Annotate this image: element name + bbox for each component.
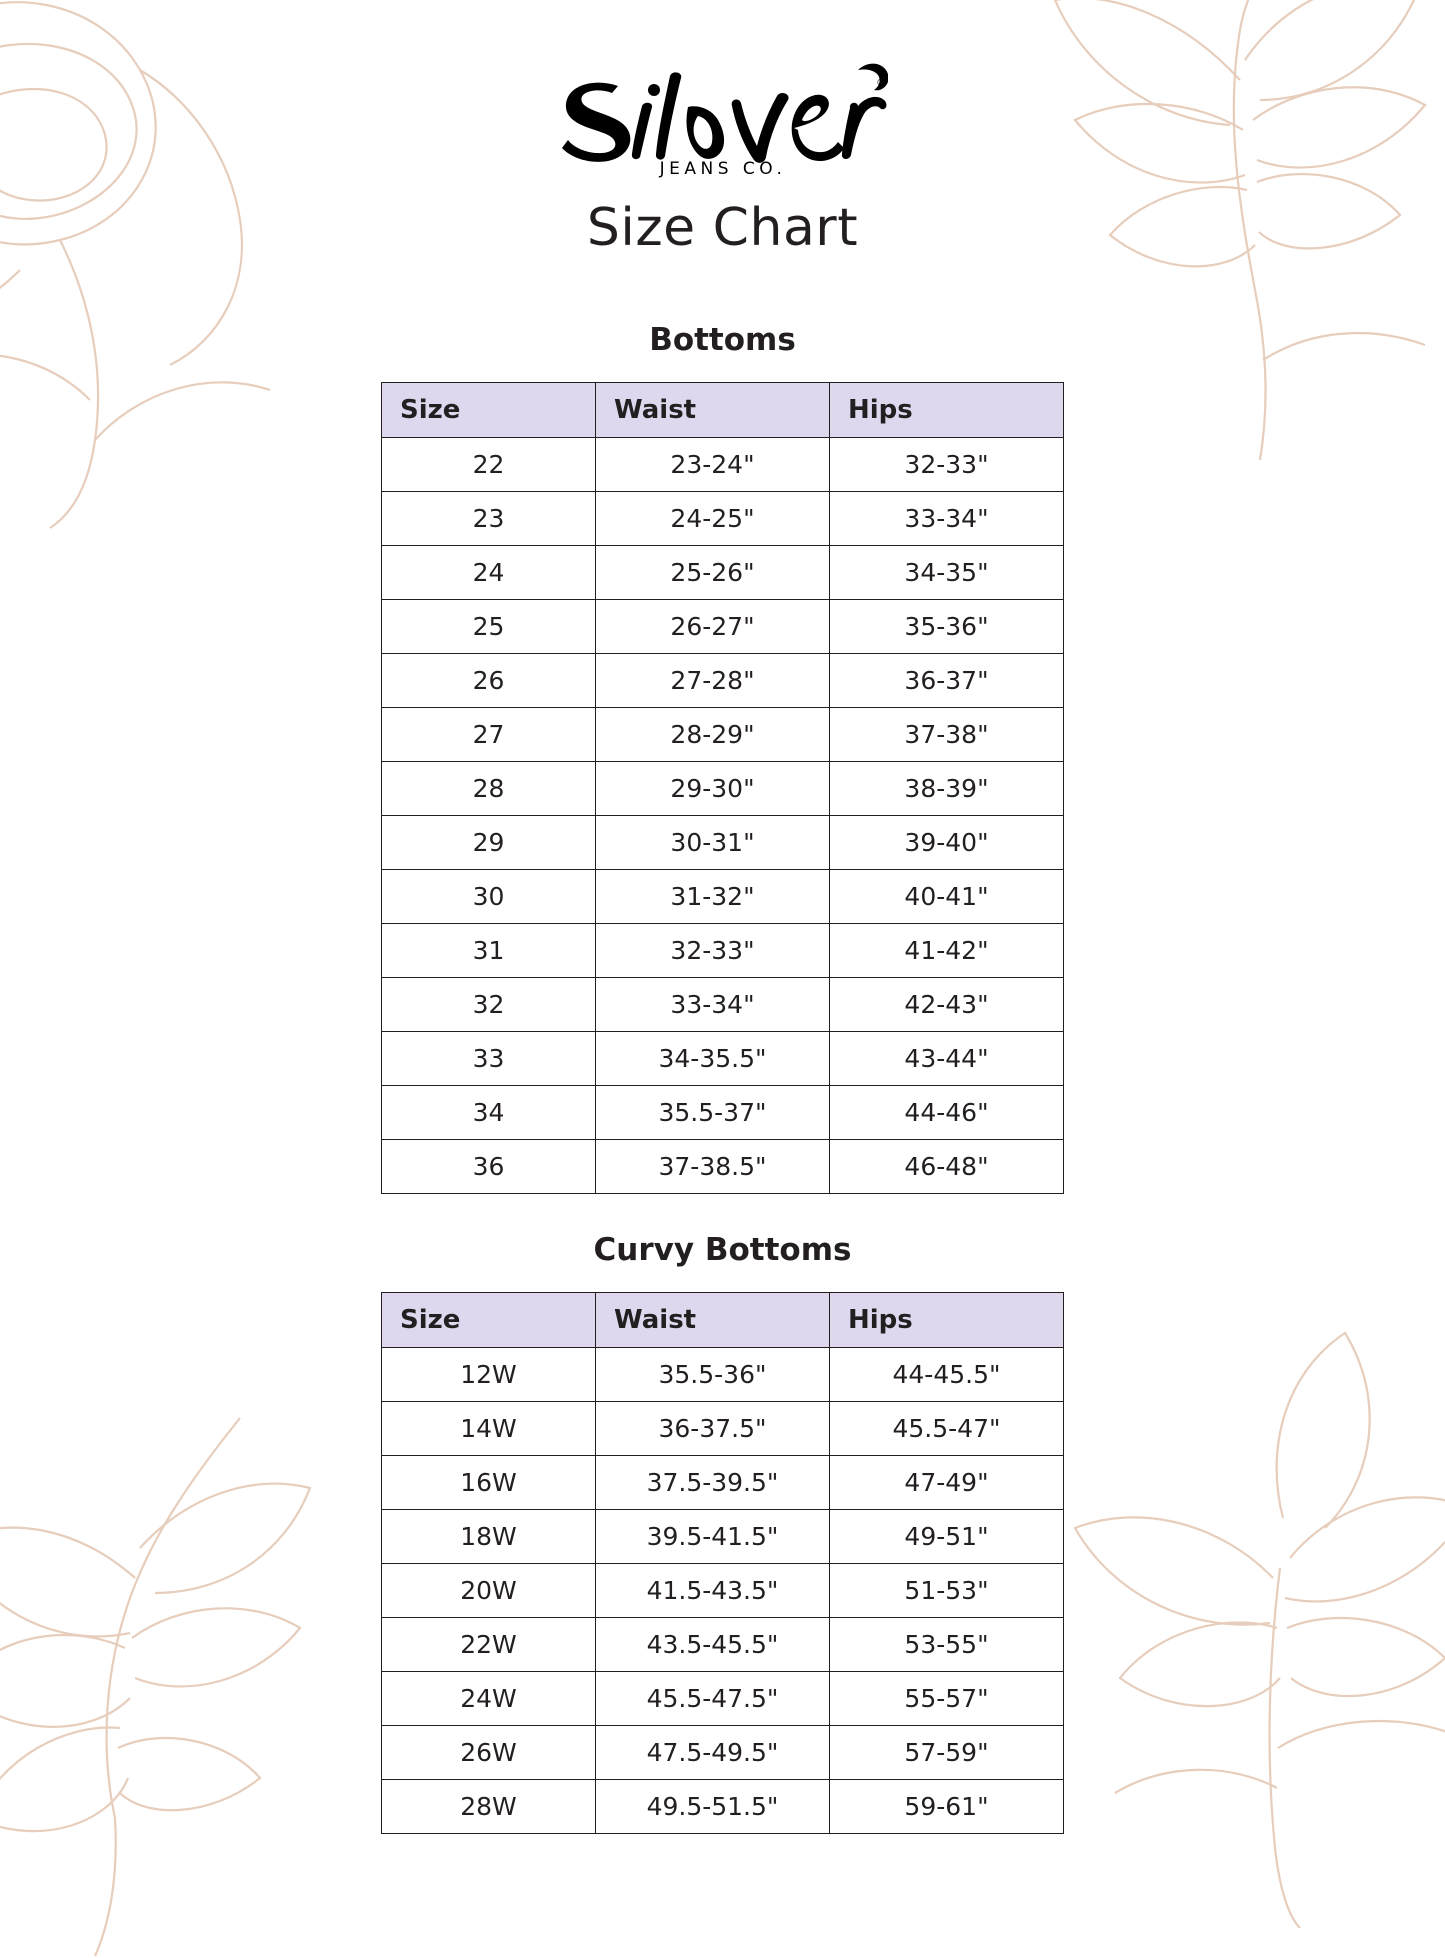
svg-text:®: ® [875, 76, 887, 89]
table-row [382, 1140, 1064, 1194]
table-row [382, 1510, 1064, 1564]
cell-hips: 40-41" [830, 870, 1064, 924]
cell-hips: 38-39" [830, 762, 1064, 816]
cell-size: 30 [382, 870, 596, 924]
cell-hips: 37-38" [830, 708, 1064, 762]
curvy-bottoms-size-table [381, 1292, 1064, 1834]
column-header-hips: Hips [830, 1293, 1064, 1348]
cell-waist: 28-29" [596, 708, 830, 762]
table-header-row [382, 383, 1064, 438]
column-header-waist: Waist [596, 383, 830, 438]
bottoms-size-table [381, 382, 1064, 1194]
table-row [382, 600, 1064, 654]
cell-hips: 43-44" [830, 1032, 1064, 1086]
cell-waist: 36-37.5" [596, 1402, 830, 1456]
cell-size: 26 [382, 654, 596, 708]
table-row [382, 1032, 1064, 1086]
table-row [382, 546, 1064, 600]
cell-waist: 45.5-47.5" [596, 1672, 830, 1726]
cell-size: 36 [382, 1140, 596, 1194]
table-row [382, 1618, 1064, 1672]
cell-hips: 39-40" [830, 816, 1064, 870]
cell-waist: 47.5-49.5" [596, 1726, 830, 1780]
cell-hips: 45.5-47" [830, 1402, 1064, 1456]
cell-size: 26W [382, 1726, 596, 1780]
cell-hips: 55-57" [830, 1672, 1064, 1726]
table-row [382, 870, 1064, 924]
table-row [382, 492, 1064, 546]
table-header-row [382, 1293, 1064, 1348]
cell-hips: 59-61" [830, 1780, 1064, 1834]
cell-hips: 49-51" [830, 1510, 1064, 1564]
cell-size: 32 [382, 978, 596, 1032]
cell-waist: 29-30" [596, 762, 830, 816]
table-row [382, 1780, 1064, 1834]
cell-hips: 44-46" [830, 1086, 1064, 1140]
cell-size: 28W [382, 1780, 596, 1834]
table-row [382, 816, 1064, 870]
table-row [382, 1086, 1064, 1140]
table-row [382, 1564, 1064, 1618]
cell-hips: 36-37" [830, 654, 1064, 708]
cell-size: 23 [382, 492, 596, 546]
cell-hips: 44-45.5" [830, 1348, 1064, 1402]
cell-size: 16W [382, 1456, 596, 1510]
cell-hips: 42-43" [830, 978, 1064, 1032]
cell-hips: 33-34" [830, 492, 1064, 546]
cell-size: 12W [382, 1348, 596, 1402]
cell-waist: 39.5-41.5" [596, 1510, 830, 1564]
column-header-hips: Hips [830, 383, 1064, 438]
page-title: Size Chart [586, 198, 859, 258]
cell-size: 28 [382, 762, 596, 816]
brand-tagline: JEANS CO. [659, 159, 786, 179]
cell-waist: 32-33" [596, 924, 830, 978]
cell-size: 34 [382, 1086, 596, 1140]
cell-waist: 30-31" [596, 816, 830, 870]
table-row [382, 708, 1064, 762]
cell-hips: 34-35" [830, 546, 1064, 600]
cell-size: 31 [382, 924, 596, 978]
section-title-curvy-bottoms: Curvy Bottoms [593, 1232, 852, 1268]
cell-size: 22 [382, 438, 596, 492]
section-title-bottoms: Bottoms [649, 322, 796, 358]
table-row [382, 1726, 1064, 1780]
cell-hips: 47-49" [830, 1456, 1064, 1510]
cell-waist: 34-35.5" [596, 1032, 830, 1086]
cell-hips: 41-42" [830, 924, 1064, 978]
cell-hips: 57-59" [830, 1726, 1064, 1780]
table-row [382, 762, 1064, 816]
cell-waist: 37-38.5" [596, 1140, 830, 1194]
cell-size: 24 [382, 546, 596, 600]
cell-hips: 46-48" [830, 1140, 1064, 1194]
cell-size: 25 [382, 600, 596, 654]
table-row [382, 438, 1064, 492]
table-row [382, 978, 1064, 1032]
table-row [382, 654, 1064, 708]
brand-logo [0, 60, 1445, 184]
cell-size: 24W [382, 1672, 596, 1726]
cell-waist: 49.5-51.5" [596, 1780, 830, 1834]
cell-waist: 31-32" [596, 870, 830, 924]
column-header-size: Size [382, 1293, 596, 1348]
cell-hips: 51-53" [830, 1564, 1064, 1618]
cell-size: 29 [382, 816, 596, 870]
cell-waist: 41.5-43.5" [596, 1564, 830, 1618]
cell-waist: 37.5-39.5" [596, 1456, 830, 1510]
table-row [382, 1402, 1064, 1456]
cell-waist: 25-26" [596, 546, 830, 600]
cell-size: 22W [382, 1618, 596, 1672]
cell-size: 14W [382, 1402, 596, 1456]
table-row [382, 1348, 1064, 1402]
table-row [382, 924, 1064, 978]
cell-waist: 33-34" [596, 978, 830, 1032]
cell-hips: 32-33" [830, 438, 1064, 492]
cell-waist: 35.5-37" [596, 1086, 830, 1140]
cell-waist: 43.5-45.5" [596, 1618, 830, 1672]
cell-size: 27 [382, 708, 596, 762]
cell-waist: 27-28" [596, 654, 830, 708]
cell-size: 18W [382, 1510, 596, 1564]
cell-hips: 53-55" [830, 1618, 1064, 1672]
column-header-waist: Waist [596, 1293, 830, 1348]
cell-waist: 26-27" [596, 600, 830, 654]
table-row [382, 1672, 1064, 1726]
cell-size: 20W [382, 1564, 596, 1618]
column-header-size: Size [382, 383, 596, 438]
cell-waist: 24-25" [596, 492, 830, 546]
cell-waist: 23-24" [596, 438, 830, 492]
cell-size: 33 [382, 1032, 596, 1086]
cell-hips: 35-36" [830, 600, 1064, 654]
table-row [382, 1456, 1064, 1510]
cell-waist: 35.5-36" [596, 1348, 830, 1402]
silver-jeans-co-logo [558, 60, 888, 180]
